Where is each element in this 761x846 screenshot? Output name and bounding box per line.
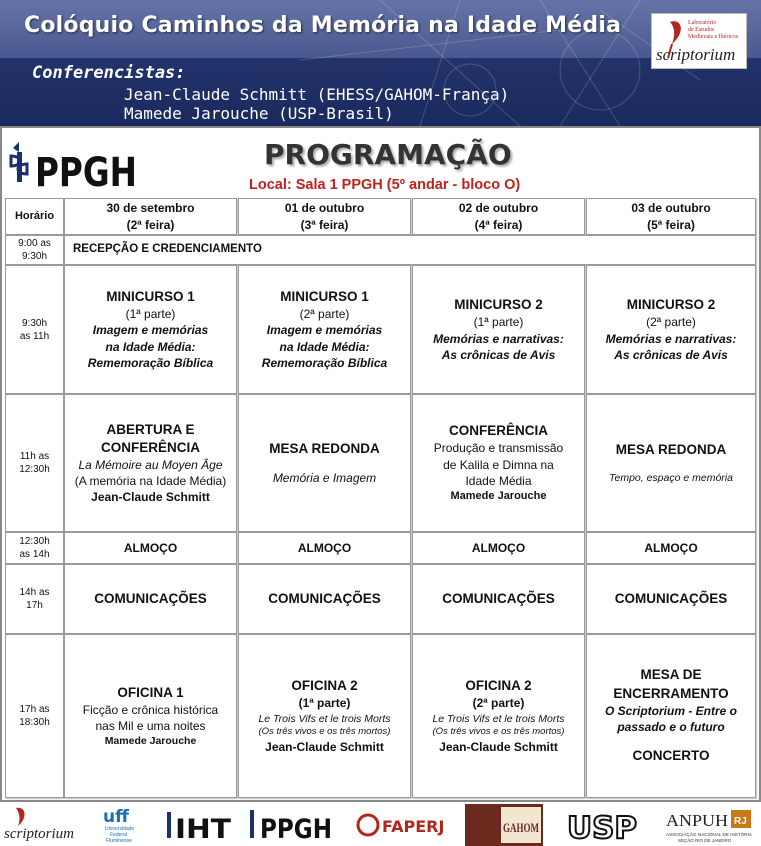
time-text: 9:30h	[21, 251, 48, 262]
lunch-cell-tue	[238, 532, 411, 564]
location-line: Local: Sala 1 PPGH (5º andar - bloco O)	[249, 177, 521, 193]
session-title: MINICURSO 1	[106, 289, 195, 305]
time-text: 14h as	[19, 587, 50, 598]
session-title: ENCERRAMENTO	[613, 685, 729, 701]
communications-cell-mon	[64, 564, 237, 634]
reception-cell	[64, 235, 756, 265]
session-speaker: Mamede Jarouche	[104, 735, 197, 748]
session-line: Memória e Imagem	[272, 471, 377, 486]
session-line: Idade Média	[465, 473, 532, 488]
session-closing	[586, 634, 756, 798]
day-date: 30 de setembro	[106, 201, 195, 216]
ppgh-footer-logo	[246, 806, 334, 844]
session-line: Imagem e memórias	[266, 323, 383, 338]
lunch-cell-thu	[586, 532, 756, 564]
gahom-text: GAHOM	[503, 820, 539, 835]
session-title: MINICURSO 2	[454, 297, 543, 313]
session-line: na Idade Média:	[279, 339, 370, 354]
session-opening-conference	[64, 394, 237, 532]
time-slot-1230	[5, 532, 64, 564]
time-text: 17h as	[19, 704, 50, 715]
session-oficina2-part1	[238, 634, 411, 798]
time-text: 12:30h	[19, 464, 50, 475]
communications-label: COMUNICAÇÕES	[94, 590, 207, 606]
session-line: As crônicas de Avis	[614, 347, 728, 362]
event-title: Colóquio Caminhos da Memória na Idade Média	[24, 13, 622, 38]
anpuh-line: ASSOCIAÇÃO NACIONAL DE HISTÓRIA	[666, 832, 750, 837]
session-line: de Kalila e Dimna na	[443, 457, 554, 472]
session-part: (1ª parte)	[298, 696, 351, 711]
gahom-logo	[465, 804, 543, 846]
time-text: 17h	[26, 600, 43, 611]
session-line: Ficção e crônica histórica	[82, 702, 219, 717]
session-extra: CONCERTO	[632, 748, 710, 764]
communications-cell-wed	[412, 564, 585, 634]
iht-logo	[165, 806, 233, 844]
session-line: nas Mil e uma noites	[95, 719, 206, 734]
session-note: (Os três vivos e os três mortos)	[258, 725, 391, 737]
scriptorium-lab-line-2: de Estudos	[688, 27, 715, 33]
session-conference-kalila	[412, 394, 585, 532]
session-part: (1ª parte)	[473, 315, 524, 330]
uff-mark: uff	[103, 807, 129, 827]
speaker-jarouche: Mamede Jarouche (USP-Brasil)	[124, 104, 394, 123]
anpuh-suffix: RJ	[734, 816, 747, 827]
time-header-label: Horário	[14, 210, 55, 223]
session-title: MESA REDONDA	[615, 441, 727, 457]
time-slot-1700	[5, 634, 64, 798]
day-header-tue	[238, 198, 411, 235]
time-column-header	[5, 198, 64, 235]
sponsor-logos	[0, 802, 761, 846]
communications-label: COMUNICAÇÕES	[442, 590, 555, 606]
iht-text: IHT	[175, 814, 232, 845]
session-part: (2ª parte)	[472, 696, 525, 711]
scriptorium-lab-line-3: Medievais e Ibéricos	[688, 34, 738, 40]
ppgh-symbol	[250, 810, 254, 838]
scriptorium-footer-text: scriptorium	[4, 826, 75, 842]
session-title: MESA DE	[640, 667, 702, 683]
reception-label: RECEPÇÃO E CREDENCIAMENTO	[73, 243, 262, 256]
session-line: O Scriptorium - Entre o	[604, 703, 737, 718]
ppgh-logo	[9, 142, 139, 196]
session-part: (2ª parte)	[646, 315, 696, 330]
lunch-label: ALMOÇO	[471, 540, 526, 555]
uff-line: Federal	[110, 832, 127, 838]
session-round-table-2	[586, 394, 756, 532]
session-title: OFICINA 2	[291, 678, 358, 694]
uff-line: Universidade	[105, 826, 135, 832]
quill-icon	[16, 808, 25, 826]
time-slot-1100	[5, 394, 64, 532]
scriptorium-footer-logo	[2, 804, 82, 844]
ppgh-logo-text: PPGH	[35, 150, 137, 196]
lunch-cell-wed	[412, 532, 585, 564]
session-line: La Mémoire au Moyen Âge	[78, 457, 223, 472]
session-oficina1	[64, 634, 237, 798]
session-note: (Os três vivos e os três mortos)	[432, 725, 565, 737]
communications-cell-thu	[586, 564, 756, 634]
session-speaker: Mamede Jarouche	[450, 489, 547, 502]
session-minicurso1-part2	[238, 265, 411, 394]
time-text: 18:30h	[19, 717, 50, 728]
ppgh-footer-text: PPGH	[260, 814, 332, 845]
session-title: OFICINA 1	[117, 684, 184, 700]
session-speaker: Jean-Claude Schmitt	[439, 739, 558, 754]
time-text: 11h as	[19, 451, 50, 462]
session-minicurso2-part2	[586, 265, 756, 394]
session-oficina2-part2	[412, 634, 585, 798]
scriptorium-logo	[651, 13, 747, 69]
lunch-cell-mon	[64, 532, 237, 564]
session-title: OFICINA 2	[465, 678, 532, 694]
lunch-label: ALMOÇO	[123, 540, 178, 555]
session-speaker: Jean-Claude Schmitt	[265, 739, 384, 754]
session-line: Memórias e narrativas:	[433, 331, 564, 346]
day-date: 02 de outubro	[458, 201, 539, 216]
iht-symbol	[167, 812, 171, 838]
session-line: Imagem e memórias	[92, 323, 209, 338]
day-header-wed	[412, 198, 585, 235]
session-round-table-1	[238, 394, 411, 532]
uff-logo	[100, 804, 146, 846]
day-header-thu	[586, 198, 756, 235]
program-title: PROGRAMAÇÃO	[264, 138, 512, 171]
usp-logo	[565, 806, 641, 844]
usp-text: USP	[567, 811, 637, 846]
session-line: (A memória na Idade Média)	[74, 474, 227, 489]
time-text: as 14h	[19, 549, 50, 560]
faperj-logo	[356, 808, 448, 842]
session-title: MINICURSO 2	[626, 297, 716, 313]
session-title: ABERTURA E	[106, 421, 195, 437]
day-header-mon	[64, 198, 237, 235]
session-part: (2ª parte)	[299, 307, 350, 322]
session-title: MESA REDONDA	[269, 440, 380, 456]
faperj-symbol	[358, 815, 378, 835]
session-part: (1ª parte)	[125, 307, 176, 322]
time-slot-0930	[5, 265, 64, 394]
communications-label: COMUNICAÇÕES	[614, 590, 728, 606]
anpuh-logo	[664, 804, 756, 846]
session-line: Rememoração Bíblica	[87, 355, 214, 370]
time-slot-0900	[5, 235, 64, 265]
session-title: CONFERÊNCIA	[100, 439, 200, 455]
speaker-schmitt: Jean-Claude Schmitt (EHESS/GAHOM-França)	[124, 85, 510, 104]
session-title: MINICURSO 1	[280, 289, 369, 305]
session-line: Rememoração Bíblica	[261, 355, 388, 370]
session-minicurso2-part1	[412, 265, 585, 394]
session-line: Memórias e narrativas:	[605, 331, 737, 346]
day-weekday: (2ª feira)	[126, 217, 175, 232]
session-line: As crônicas de Avis	[441, 347, 556, 362]
scriptorium-wordmark: scriptorium	[656, 45, 736, 64]
day-weekday: (5ª feira)	[647, 217, 695, 232]
session-title: CONFERÊNCIA	[448, 423, 548, 439]
session-minicurso1-part1	[64, 265, 237, 394]
header-banner	[0, 0, 761, 126]
communications-label: COMUNICAÇÕES	[268, 590, 381, 606]
session-line: Le Trois Vifs et le trois Morts	[432, 712, 565, 725]
session-line: na Idade Média:	[105, 339, 196, 354]
session-line: Tempo, espaço e memória	[609, 472, 733, 485]
time-text: 9:00 as	[18, 238, 51, 249]
anpuh-mark: ANPUH	[666, 811, 728, 830]
speakers-heading: Conferencistas:	[32, 63, 186, 83]
day-date: 03 de outubro	[631, 201, 711, 216]
session-line: Le Trois Vifs et le trois Morts	[258, 712, 391, 725]
uff-line: Fluminense	[106, 838, 132, 844]
anpuh-line: SEÇÃO RIO DE JANEIRO	[678, 838, 732, 843]
communications-cell-tue	[238, 564, 411, 634]
time-text: as 11h	[19, 330, 50, 342]
lunch-label: ALMOÇO	[644, 540, 698, 555]
day-date: 01 de outubro	[284, 201, 365, 216]
time-slot-1400	[5, 564, 64, 634]
faperj-text: FAPERJ	[382, 817, 445, 836]
day-weekday: (4ª feira)	[474, 217, 523, 232]
session-speaker: Jean-Claude Schmitt	[91, 490, 210, 505]
lunch-label: ALMOÇO	[297, 540, 352, 555]
session-line: passado e o futuro	[617, 720, 725, 735]
day-weekday: (3ª feira)	[300, 217, 349, 232]
session-line: Produção e transmissão	[433, 441, 564, 456]
scriptorium-lab-line-1: Laboratório	[688, 20, 717, 26]
time-text: 12:30h	[19, 536, 50, 547]
time-text: 9:30h	[21, 317, 48, 329]
